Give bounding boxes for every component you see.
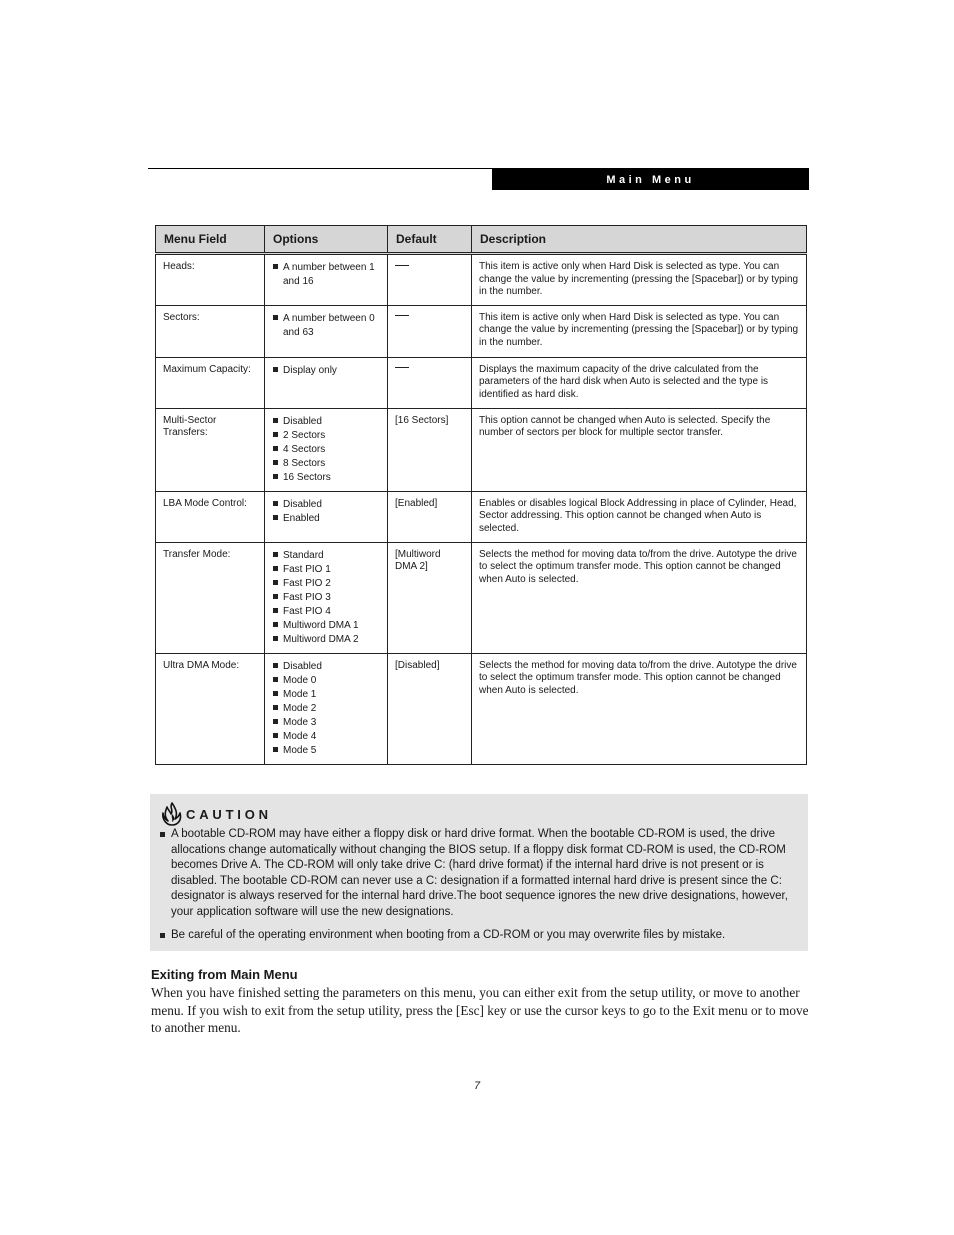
option-item: Display only <box>272 364 380 378</box>
column-header: Default <box>388 226 472 254</box>
option-item: Disabled <box>272 498 380 512</box>
page-number: 7 <box>473 1080 481 1092</box>
options-cell <box>265 305 388 357</box>
caution-box <box>150 794 808 951</box>
description-cell: Selects the method for moving data to/from the drive. Autotype the drive to select the optimum transfer mode. This option cannot be changed when Auto is selected. <box>472 542 807 653</box>
caution-item: Be careful of the operating environment when booting from a CD-ROM or you may overwrite files by mistake. <box>159 928 797 944</box>
options-cell <box>265 357 388 408</box>
column-header: Menu Field <box>156 226 265 254</box>
description-cell: This option cannot be changed when Auto is selected. Specify the number of sectors per block for multiple sector transfer. <box>472 408 807 491</box>
section-body: When you have finished setting the parameters on this menu, you can either exit from the setup utility, or move to another menu. If you wish to exit from the setup utility, press the [Esc] key or use the cursor keys to go to the Exit menu or to move to another menu. <box>151 985 809 1035</box>
description-cell: This item is active only when Hard Disk is selected as type. You can change the value by incrementing (pressing the [Spacebar]) or by typing in the number. <box>472 254 807 306</box>
menu-field-cell: Sectors: <box>156 305 265 357</box>
caution-list <box>159 827 797 952</box>
option-item: A number between 1 and 16 <box>272 261 380 289</box>
option-item: Multiword DMA 1 <box>272 619 380 633</box>
default-cell <box>388 254 472 306</box>
menu-field-cell: Heads: <box>156 254 265 306</box>
menu-field-cell: LBA Mode Control: <box>156 491 265 542</box>
menu-field-cell: Transfer Mode: <box>156 542 265 653</box>
description-cell: Enables or disables logical Block Addressing in place of Cylinder, Head, Sector addressing. This option cannot be changed when Auto is selected. <box>472 491 807 542</box>
option-item: Enabled <box>272 512 380 526</box>
option-item: Mode 4 <box>272 730 380 744</box>
options-cell <box>265 653 388 764</box>
description-cell: Displays the maximum capacity of the drive calculated from the parameters of the hard disk when Auto is selected and the type is identified as hard disk. <box>472 357 807 408</box>
table-row <box>156 491 807 542</box>
main-menu-table <box>155 225 807 765</box>
options-cell <box>265 254 388 306</box>
option-item: Mode 3 <box>272 716 380 730</box>
section-heading: Exiting from Main Menu <box>151 967 298 982</box>
column-header: Description <box>472 226 807 254</box>
default-cell: [Enabled] <box>388 491 472 542</box>
option-item: Fast PIO 4 <box>272 605 380 619</box>
option-item: Fast PIO 2 <box>272 577 380 591</box>
default-cell <box>388 357 472 408</box>
table-row <box>156 653 807 764</box>
menu-field-cell: Multi-Sector Transfers: <box>156 408 265 491</box>
running-header: Main Menu <box>492 169 809 190</box>
table-header-row <box>156 226 807 254</box>
flame-hand-icon <box>162 802 182 826</box>
caution-label: CAUTION <box>186 806 272 822</box>
option-item: Disabled <box>272 660 380 674</box>
em-dash <box>395 367 409 368</box>
option-item: Fast PIO 1 <box>272 563 380 577</box>
options-cell <box>265 408 388 491</box>
table-row <box>156 254 807 306</box>
option-item: Disabled <box>272 415 380 429</box>
options-cell <box>265 542 388 653</box>
description-cell: This item is active only when Hard Disk is selected as type. You can change the value by incrementing (pressing the [Spacebar]) or by typing in the number. <box>472 305 807 357</box>
default-cell: [16 Sectors] <box>388 408 472 491</box>
em-dash <box>395 265 409 266</box>
menu-field-cell: Maximum Capacity: <box>156 357 265 408</box>
em-dash <box>395 315 409 316</box>
description-cell: Selects the method for moving data to/from the drive. Autotype the drive to select the optimum transfer mode. This option cannot be changed when Auto is selected. <box>472 653 807 764</box>
option-item: 2 Sectors <box>272 429 380 443</box>
option-item: A number between 0 and 63 <box>272 312 380 340</box>
table-row <box>156 408 807 491</box>
options-cell <box>265 491 388 542</box>
option-item: Standard <box>272 549 380 563</box>
column-header: Options <box>265 226 388 254</box>
menu-field-cell: Ultra DMA Mode: <box>156 653 265 764</box>
option-item: 4 Sectors <box>272 443 380 457</box>
table-row <box>156 542 807 653</box>
table-row <box>156 357 807 408</box>
caution-title <box>162 802 272 826</box>
option-item: 16 Sectors <box>272 471 380 485</box>
option-item: Mode 1 <box>272 688 380 702</box>
option-item: 8 Sectors <box>272 457 380 471</box>
caution-item: A bootable CD-ROM may have either a floppy disk or hard drive format. When the bootable CD-ROM is used, the drive allocations change automatically without changing the BIOS setup. If a floppy disk format CD-ROM is used, the CD-ROM becomes Drive A. The CD-ROM will only take drive C: (hard drive format) if the internal hard drive is not present or is disabled. The bootable CD-ROM can never use a C: designation if a formatted internal hard drive is present since the C: designator is always reserved for the internal hard drive.The boot sequence ignores the new drive designations, however, your application software will use the new designations. <box>159 827 797 920</box>
option-item: Mode 0 <box>272 674 380 688</box>
default-cell: [Multiword DMA 2] <box>388 542 472 653</box>
table-row <box>156 305 807 357</box>
default-cell: [Disabled] <box>388 653 472 764</box>
default-cell <box>388 305 472 357</box>
option-item: Fast PIO 3 <box>272 591 380 605</box>
option-item: Multiword DMA 2 <box>272 633 380 647</box>
option-item: Mode 2 <box>272 702 380 716</box>
option-item: Mode 5 <box>272 744 380 758</box>
